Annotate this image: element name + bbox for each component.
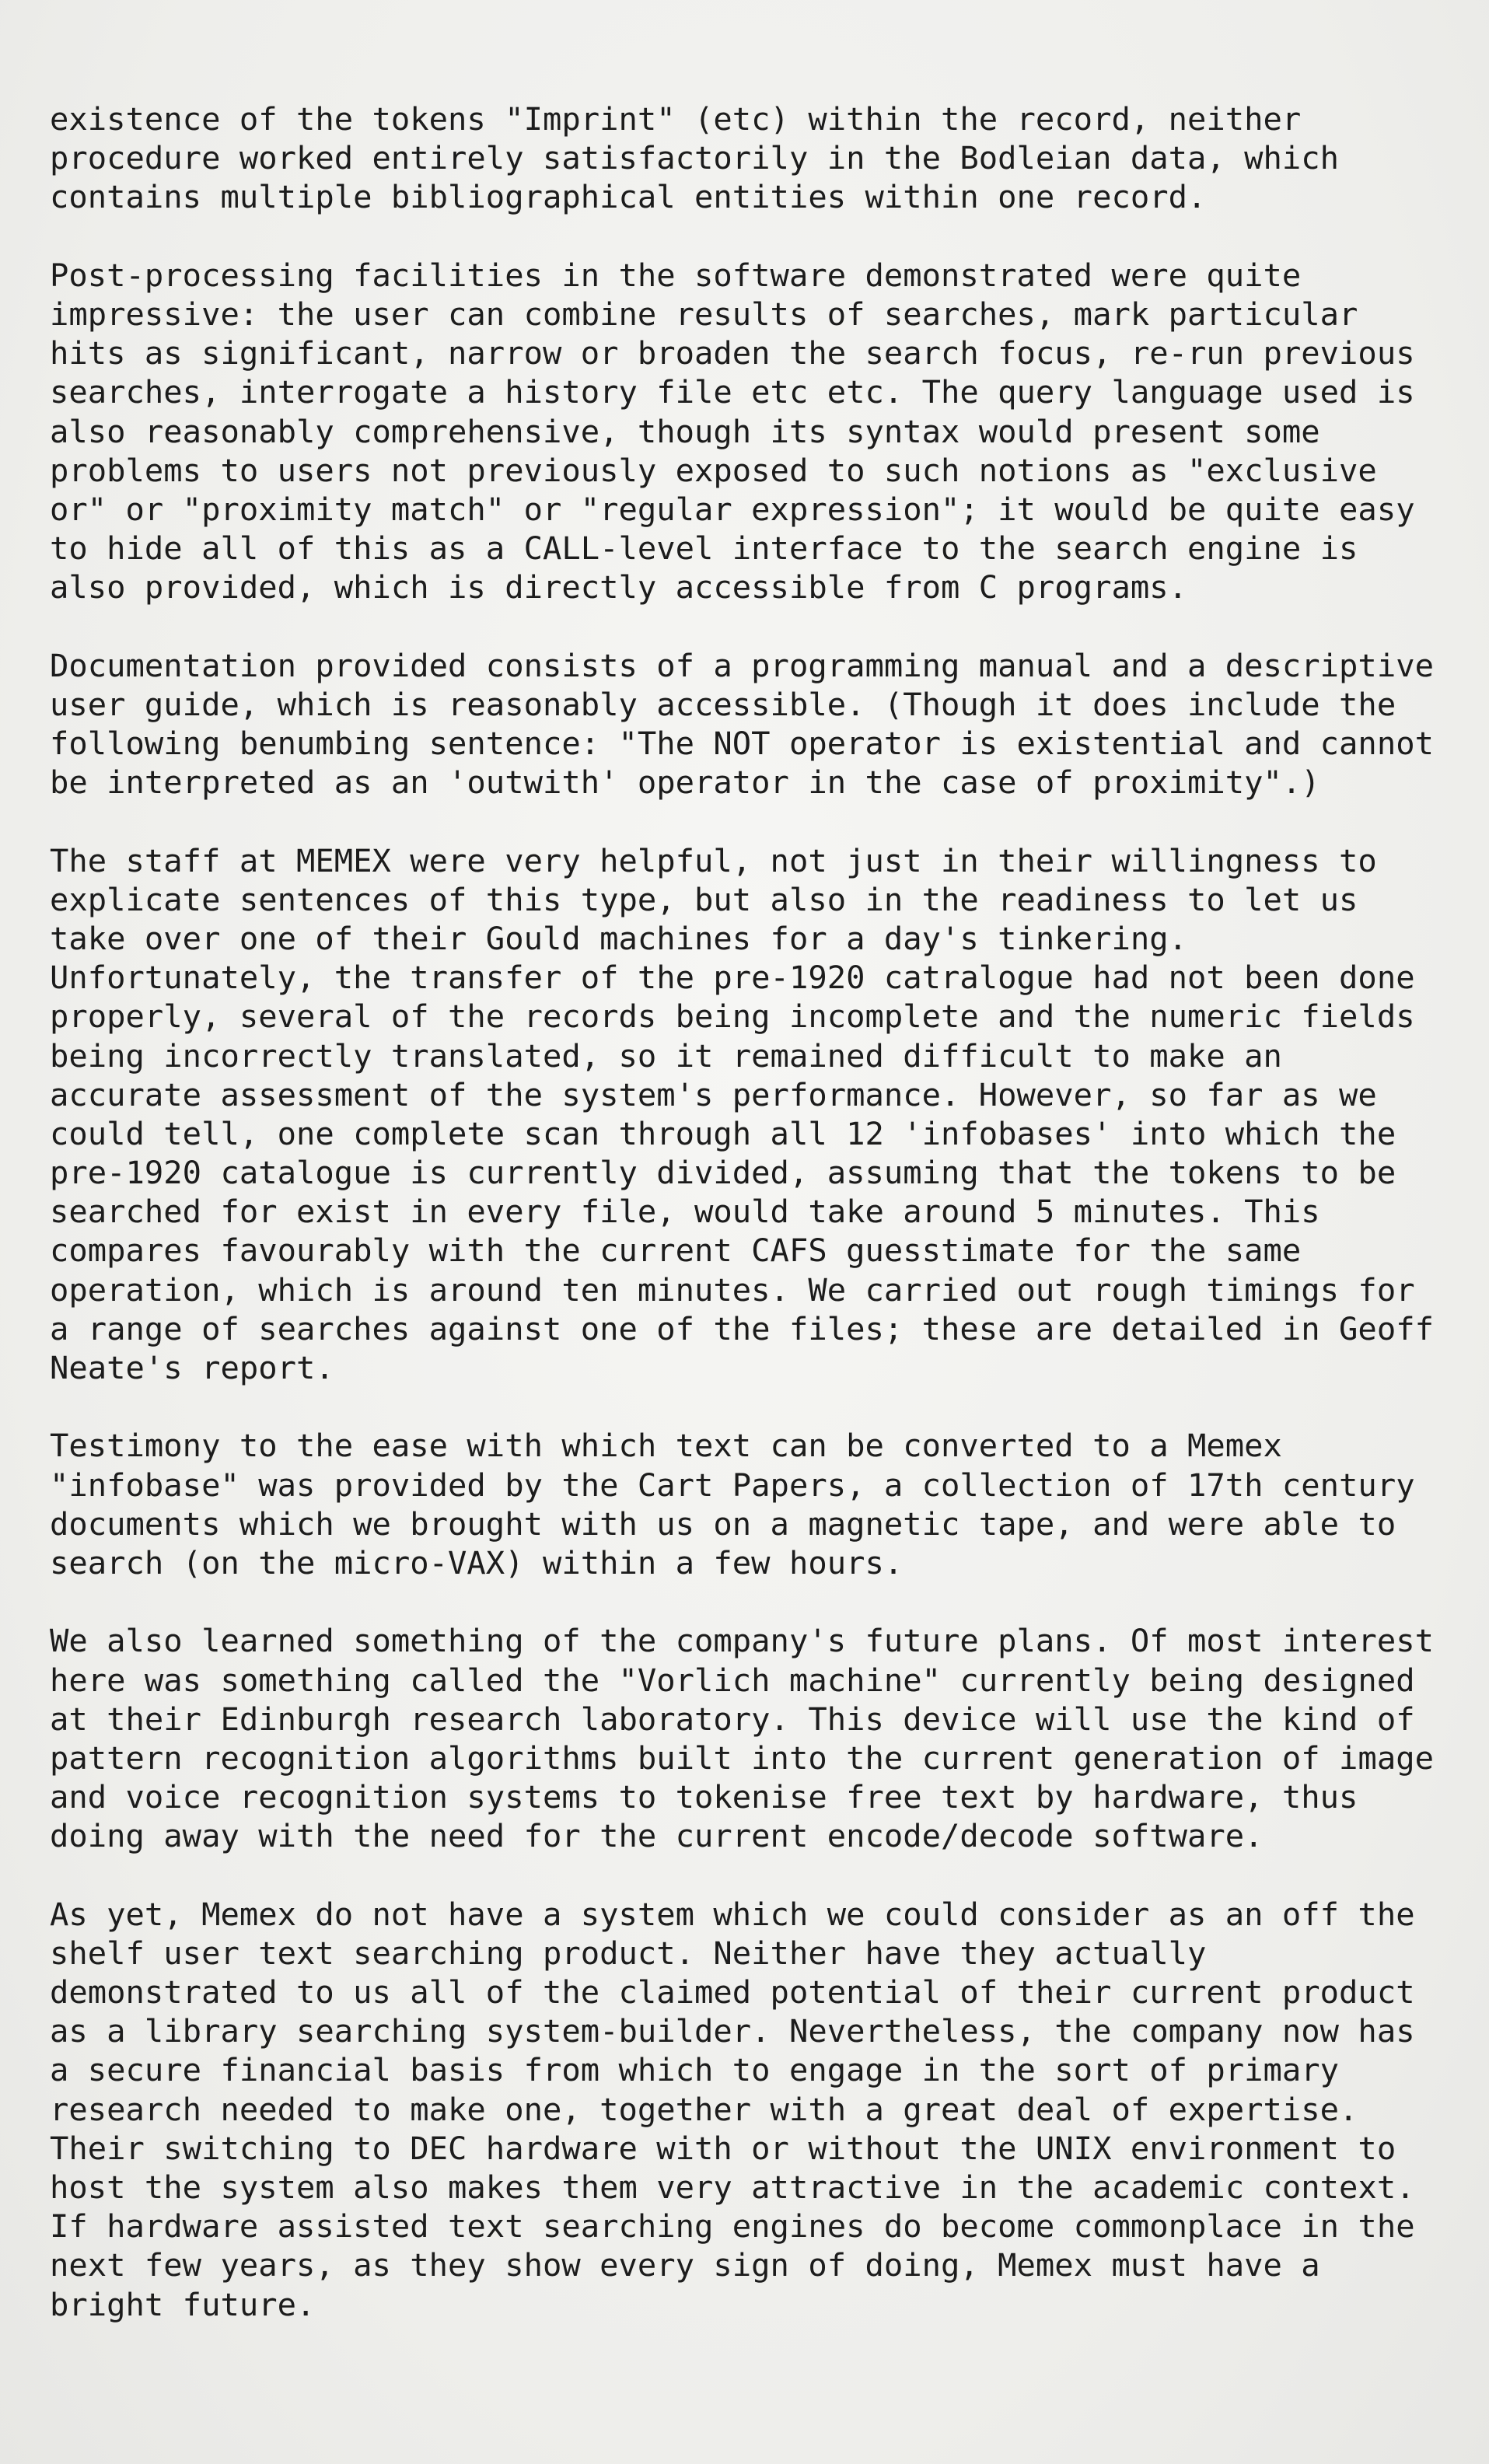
- text-line: Testimony to the ease with which text can be converted to a Memex: [50, 1427, 1282, 1465]
- text-line: search (on the micro-VAX) within a few hours.: [50, 1543, 904, 1582]
- text-line: contains multiple bibliographical entities within one record.: [50, 178, 1207, 216]
- text-line: could tell, one complete scan through all 12 'infobases' into which the: [50, 1114, 1396, 1152]
- text-line: problems to users not previously exposed to such notions as "exclusive: [50, 451, 1377, 489]
- text-line: pattern recognition algorithms built into the current generation of image: [50, 1739, 1434, 1777]
- text-line: shelf user text searching product. Neither have they actually: [50, 1934, 1207, 1972]
- text-line: accurate assessment of the system's performance. However, so far as we: [50, 1075, 1377, 1113]
- text-line: procedure worked entirely satisfactorily in the Bodleian data, which: [50, 139, 1340, 177]
- paragraph-4: [50, 841, 1473, 1388]
- text-line: research needed to make one, together with a great deal of expertise.: [50, 2090, 1358, 2128]
- text-line: Documentation provided consists of a programming manual and a descriptive: [50, 646, 1434, 684]
- text-line: If hardware assisted text searching engines do become commonplace in the: [50, 2207, 1415, 2246]
- text-line: as a library searching system-builder. Nevertheless, the company now has: [50, 2012, 1415, 2050]
- text-line: searches, interrogate a history file etc etc. The query language used is: [50, 373, 1415, 411]
- paragraph-7: [50, 1895, 1473, 2324]
- text-line: Their switching to DEC hardware with or without the UNIX environment to: [50, 2129, 1396, 2167]
- text-line: user guide, which is reasonably accessible. (Though it does include the: [50, 685, 1396, 723]
- text-line: compares favourably with the current CAFS guesstimate for the same: [50, 1232, 1302, 1270]
- text-line: explicate sentences of this type, but also in the readiness to let us: [50, 880, 1358, 918]
- text-line: here was something called the "Vorlich machine" currently being designed: [50, 1661, 1415, 1699]
- text-line: Neate's report.: [50, 1349, 334, 1386]
- text-line: be interpreted as an 'outwith' operator in the case of proximity".): [50, 764, 1320, 802]
- text-line: following benumbing sentence: "The NOT operator is existential and cannot: [50, 725, 1434, 762]
- text-line: demonstrated to us all of the claimed potential of their current product: [50, 1973, 1415, 2011]
- text-line: We also learned something of the company's future plans. Of most interest: [50, 1622, 1434, 1660]
- text-line: properly, several of the records being incomplete and the numeric fields: [50, 998, 1415, 1036]
- text-line: or" or "proximity match" or "regular expression"; it would be quite easy: [50, 490, 1415, 528]
- text-line: "infobase" was provided by the Cart Papers, a collection of 17th century: [50, 1466, 1415, 1504]
- text-line: also reasonably comprehensive, though its syntax would present some: [50, 412, 1320, 450]
- text-line: and voice recognition systems to tokenise free text by hardware, thus: [50, 1778, 1358, 1816]
- text-line: doing away with the need for the current encode/decode software.: [50, 1817, 1264, 1855]
- text-line: The staff at MEMEX were very helpful, not just in their willingness to: [50, 841, 1377, 879]
- text-line: bright future.: [50, 2285, 316, 2323]
- text-line: being incorrectly translated, so it remained difficult to make an: [50, 1036, 1282, 1075]
- text-line: pre-1920 catalogue is currently divided, assuming that the tokens to be: [50, 1154, 1396, 1192]
- text-line: host the system also makes them very attractive in the academic context.: [50, 2168, 1415, 2206]
- paragraph-3: [50, 646, 1473, 802]
- document-body: [50, 100, 1473, 2363]
- text-line: Unfortunately, the transfer of the pre-1920 catralogue had not been done: [50, 959, 1415, 997]
- paragraph-2: [50, 256, 1473, 607]
- text-line: a secure financial basis from which to engage in the sort of primary: [50, 2051, 1340, 2089]
- text-line: to hide all of this as a CALL-level interface to the search engine is: [50, 529, 1358, 568]
- text-line: operation, which is around ten minutes. We carried out rough timings for: [50, 1270, 1415, 1309]
- text-line: As yet, Memex do not have a system which we could consider as an off the: [50, 1895, 1415, 1933]
- text-line: hits as significant, narrow or broaden the search focus, re-run previous: [50, 334, 1415, 372]
- paragraph-1: [50, 100, 1473, 217]
- text-line: next few years, as they show every sign of doing, Memex must have a: [50, 2246, 1320, 2284]
- text-line: also provided, which is directly accessible from C programs.: [50, 568, 1187, 606]
- text-line: take over one of their Gould machines for a day's tinkering.: [50, 919, 1187, 957]
- text-line: impressive: the user can combine results of searches, mark particular: [50, 295, 1358, 333]
- text-line: searched for exist in every file, would take around 5 minutes. This: [50, 1193, 1320, 1231]
- paragraph-5: [50, 1426, 1473, 1582]
- text-line: a range of searches against one of the files; these are detailed in Geoff: [50, 1309, 1434, 1347]
- text-line: Post-processing facilities in the software demonstrated were quite: [50, 256, 1302, 294]
- text-line: at their Edinburgh research laboratory. This device will use the kind of: [50, 1700, 1415, 1738]
- text-line: documents which we brought with us on a magnetic tape, and were able to: [50, 1505, 1396, 1543]
- text-line: existence of the tokens "Imprint" (etc) within the record, neither: [50, 100, 1302, 138]
- paragraph-6: [50, 1621, 1473, 1855]
